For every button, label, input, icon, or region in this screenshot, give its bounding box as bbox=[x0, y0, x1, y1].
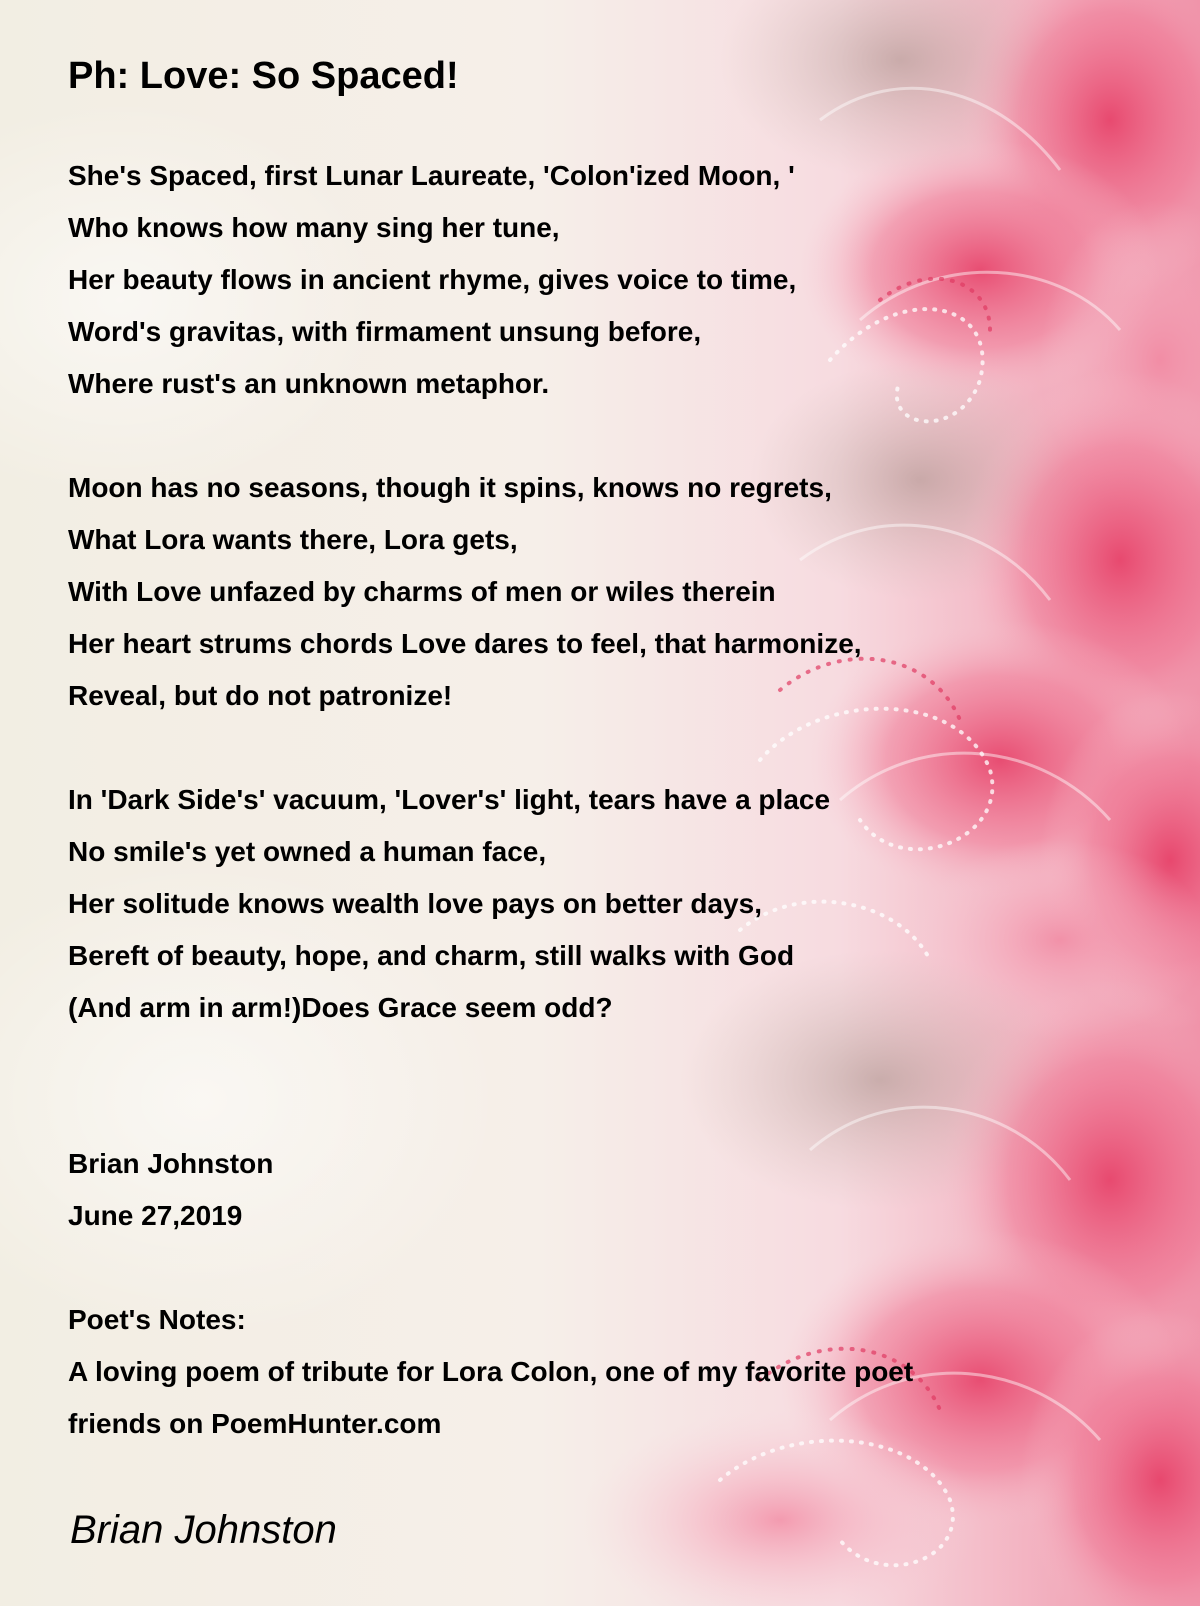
stanza-gap bbox=[68, 410, 913, 462]
poem-line: (And arm in arm!)Does Grace seem odd? bbox=[68, 992, 613, 1023]
poem-line: Word's gravitas, with firmament unsung before, bbox=[68, 316, 702, 347]
stanza-3 bbox=[68, 774, 913, 1034]
poem-line: No smile's yet owned a human face, bbox=[68, 836, 547, 867]
poem-line: Who knows how many sing her tune, bbox=[68, 212, 560, 243]
poet-notes-line: A loving poem of tribute for Lora Colon, one of my favorite poet bbox=[68, 1356, 914, 1387]
poet-notes-line: friends on PoemHunter.com bbox=[68, 1408, 442, 1439]
stanza-1 bbox=[68, 150, 913, 410]
poet-notes-heading: Poet's Notes: bbox=[68, 1304, 246, 1335]
poem-line: Her beauty flows in ancient rhyme, gives voice to time, bbox=[68, 264, 797, 295]
poem-line: Where rust's an unknown metaphor. bbox=[68, 368, 550, 399]
section-gap bbox=[68, 1086, 913, 1138]
stanza-gap bbox=[68, 722, 913, 774]
poem-line: Moon has no seasons, though it spins, knows no regrets, bbox=[68, 472, 832, 503]
author-signature: Brian Johnston bbox=[70, 1508, 337, 1552]
poem-line: What Lora wants there, Lora gets, bbox=[68, 524, 518, 555]
poem-line: Her solitude knows wealth love pays on better days, bbox=[68, 888, 762, 919]
poem-body bbox=[68, 150, 913, 1450]
poem-line: Reveal, but do not patronize! bbox=[68, 680, 453, 711]
poem-line: Her heart strums chords Love dares to feel, that harmonize, bbox=[68, 628, 862, 659]
section-gap bbox=[68, 1242, 913, 1294]
author-name: Brian Johnston bbox=[68, 1148, 274, 1179]
poem-line: In 'Dark Side's' vacuum, 'Lover's' light, tears have a place bbox=[68, 784, 831, 815]
poem-line: With Love unfazed by charms of men or wiles therein bbox=[68, 576, 776, 607]
poem-title: Ph: Love: So Spaced! bbox=[68, 55, 459, 97]
poem-line: She's Spaced, first Lunar Laureate, 'Colon'ized Moon, ' bbox=[68, 160, 795, 191]
poem-date: June 27,2019 bbox=[68, 1200, 243, 1231]
stanza-2 bbox=[68, 462, 913, 722]
section-gap bbox=[68, 1034, 913, 1086]
poem-line: Bereft of beauty, hope, and charm, still walks with God bbox=[68, 940, 795, 971]
